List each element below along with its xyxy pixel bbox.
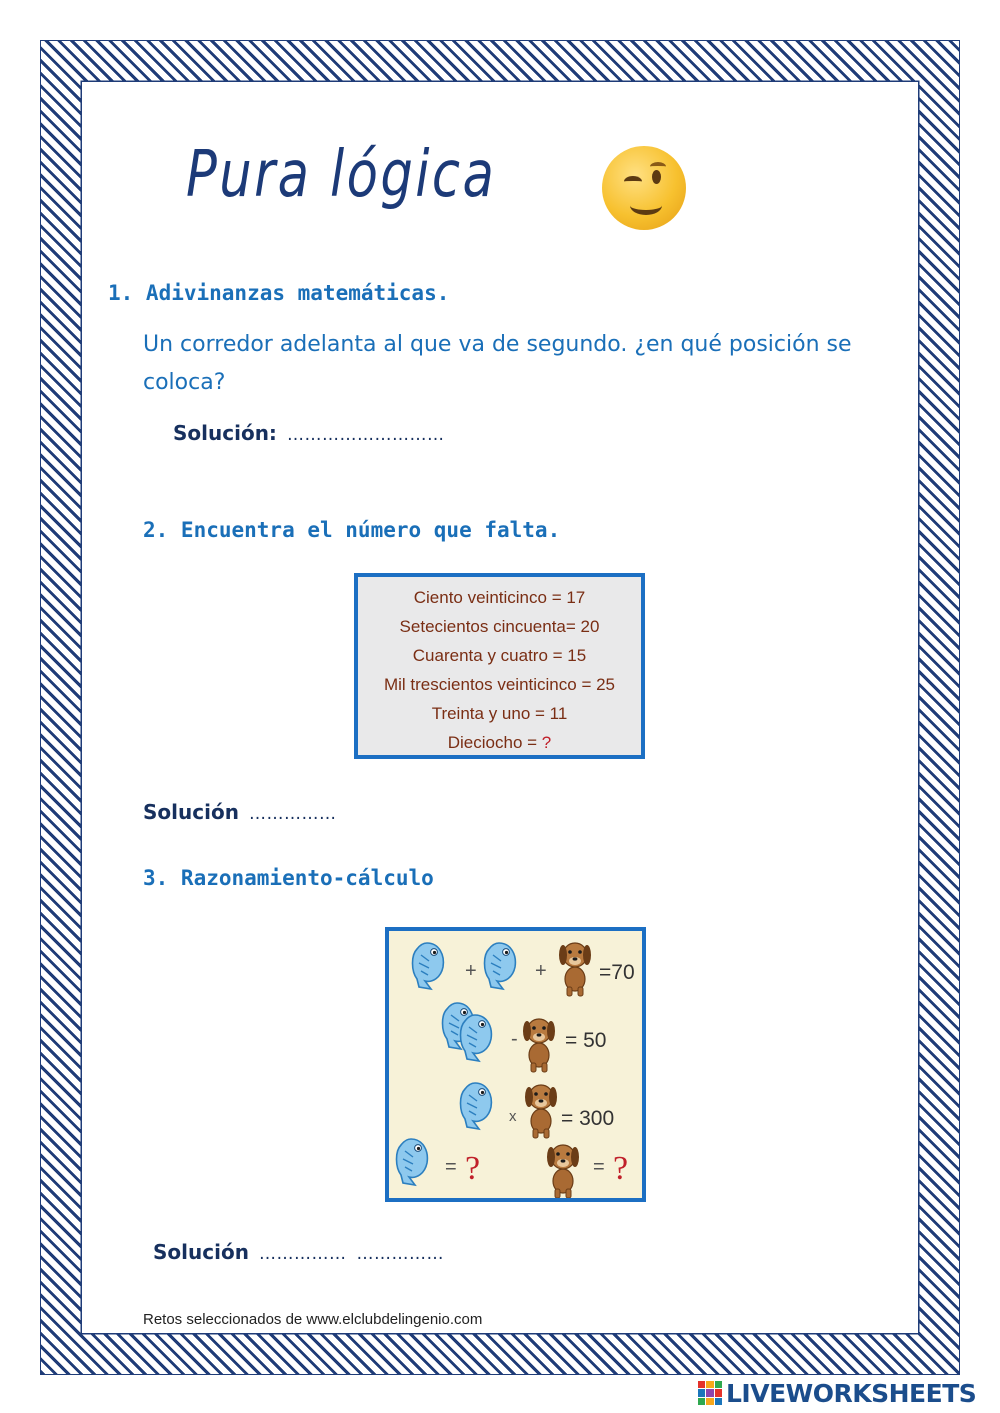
solution-blank-3b[interactable]: …………… [356, 1244, 444, 1264]
puzzle-line: Ciento veinticinco = 17 [413, 588, 586, 607]
section1-heading: 1. Adivinanzas matemáticas. [108, 281, 450, 305]
liveworksheets-logo-icon [698, 1381, 722, 1405]
section2-heading: 2. Encuentra el número que falta. [143, 518, 561, 542]
puzzle-line-question [358, 728, 641, 757]
puzzle-line-text: Dieciocho = [447, 733, 542, 752]
fish-icon [485, 943, 516, 989]
equation-result: = 300 [561, 1107, 615, 1130]
solution-blank-2[interactable]: …………… [248, 804, 337, 824]
plus-sign: + [465, 960, 477, 982]
puzzle-line: Setecientos cincuenta= 20 [399, 617, 600, 636]
equals-sign: = [593, 1156, 605, 1178]
fish-icon [461, 1083, 492, 1129]
fish-icon [397, 1139, 428, 1185]
dog-icon [547, 1145, 579, 1198]
equation-result: =70 [599, 961, 635, 984]
fish-icon [413, 943, 444, 989]
equation-result: = 50 [565, 1029, 607, 1052]
number-puzzle-box [354, 573, 645, 759]
picture-puzzle-box [385, 927, 646, 1202]
fish-icon [461, 1015, 492, 1061]
plus-sign: + [535, 960, 547, 982]
brand-name: LIVEWORKSHEETS [726, 1378, 977, 1408]
section1-question: Un corredor adelanta al que va de segundo. ¿en qué posición se coloca? [143, 332, 852, 395]
puzzle-line: Cuarenta y cuatro = 15 [412, 646, 587, 665]
multiply-sign: x [509, 1108, 517, 1125]
winking-face-icon [602, 146, 686, 230]
solution-blank-1[interactable]: ……………………… [286, 425, 445, 445]
dog-icon [559, 943, 591, 996]
question-mark: ? [465, 1150, 481, 1187]
minus-sign: - [511, 1028, 518, 1050]
section1-solution [173, 421, 444, 445]
dog-icon [525, 1085, 557, 1138]
page-title: Pura lógica [186, 138, 497, 212]
question-mark: ? [613, 1150, 629, 1187]
solution-label: Solución [153, 1240, 249, 1264]
section3-heading: 3. Razonamiento-cálculo [143, 866, 434, 890]
solution-blank-3a[interactable]: …………… [258, 1244, 347, 1264]
dog-icon [523, 1019, 555, 1072]
puzzle-line: Treinta y uno = 11 [431, 704, 568, 723]
solution-label: Solución: [173, 421, 277, 445]
equals-sign: = [445, 1156, 457, 1178]
section3-solution [153, 1240, 444, 1264]
solution-label: Solución [143, 800, 239, 824]
footer-credit: Retos seleccionados de www.elclubdelingenio.com [143, 1311, 483, 1328]
question-mark: ? [541, 733, 552, 752]
section2-solution [143, 800, 336, 824]
puzzle-line: Mil trescientos veinticinco = 25 [383, 675, 616, 694]
liveworksheets-brand [698, 1378, 976, 1408]
